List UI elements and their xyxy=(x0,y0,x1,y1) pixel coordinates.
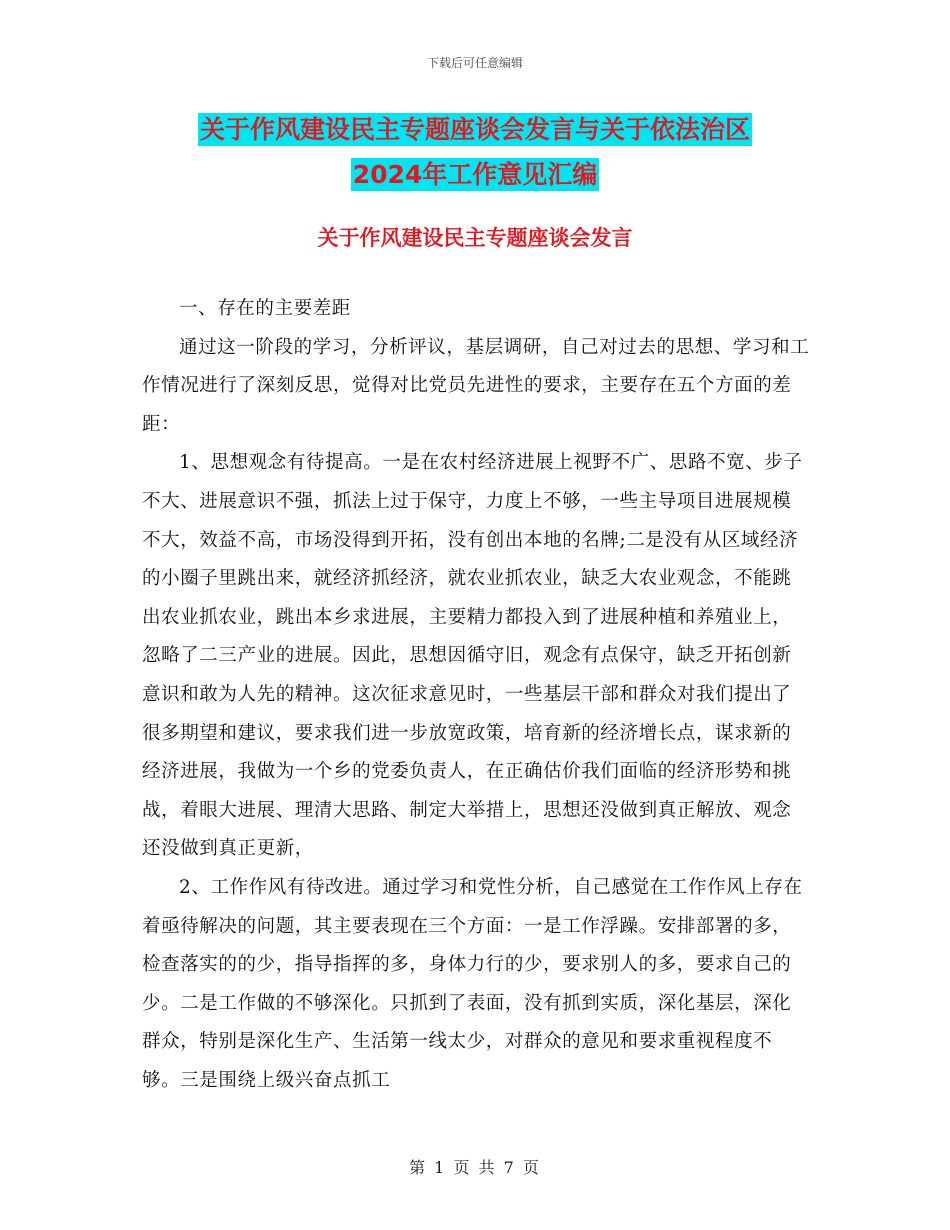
header-note: 下载后可任意编辑 xyxy=(426,56,523,70)
paragraph: 通过这一阶段的学习，分析评议，基层调研，自己对过去的思想、学习和工作情况进行了深刻反思，觉得对比党员先进性的要求，主要存在五个方面的差距： xyxy=(142,336,810,435)
paragraph-heading: 一、存在的主要差距 xyxy=(179,298,351,319)
document-title-line-2-text: 2024年工作意见汇编 xyxy=(352,160,598,189)
document-title-line-1 xyxy=(0,110,950,150)
page-number-footer: 第 1 页 共 7 页 xyxy=(409,1158,541,1177)
document-title-line-2 xyxy=(0,155,950,195)
paragraph: 2、工作作风有待改进。通过学习和党性分析，自己感觉在工作作风上存在着亟待解决的问题，其主要表现在三个方面：一是工作浮躁。安排部署的多，检查落实的的少，指导指挥的多，身体力行的少，要求别人的多，要求自己的少。二是工作做的不够深化。只抓到了表面，没有抓到实质，深化基层，深化群众，特别是深化生产、生活第一线太少，对群众的意见和要求重视程度不够。三是围绕上级兴奋点抓工 xyxy=(142,876,803,1091)
document-title-line-1-text: 关于作风建设民主专题座谈会发言与关于依法治区 xyxy=(199,115,750,144)
section-title: 关于作风建设民主专题座谈会发言 xyxy=(317,226,633,250)
document-body xyxy=(142,290,810,1100)
paragraph: 1、思想观念有待提高。一是在农村经济进展上视野不广、思路不宽、步子不大、进展意识不强，抓法上过于保守，力度上不够，一些主导项目进展规模不大，效益不高，市场没得到开拓，没有创出本地的名牌;二是没有从区域经济的小圈子里跳出来，就经济抓经济，就农业抓农业，缺乏大农业观念，不能跳出农业抓农业，跳出本乡求进展，主要精力都投入到了进展种植和养殖业上，忽略了二三产业的进展。因此，思想因循守旧，观念有点保守，缺乏开拓创新意识和敢为人先的精神。这次征求意见时，一些基层干部和群众对我们提出了很多期望和建议，要求我们进一步放宽政策，培育新的经济增长点，谋求新的经济进展，我做为一个乡的党委负责人，在正确估价我们面临的经济形势和挑战，着眼大进展、理清大思路、制定大举措上，思想还没做到真正解放、观念还没做到真正更新， xyxy=(142,452,803,860)
